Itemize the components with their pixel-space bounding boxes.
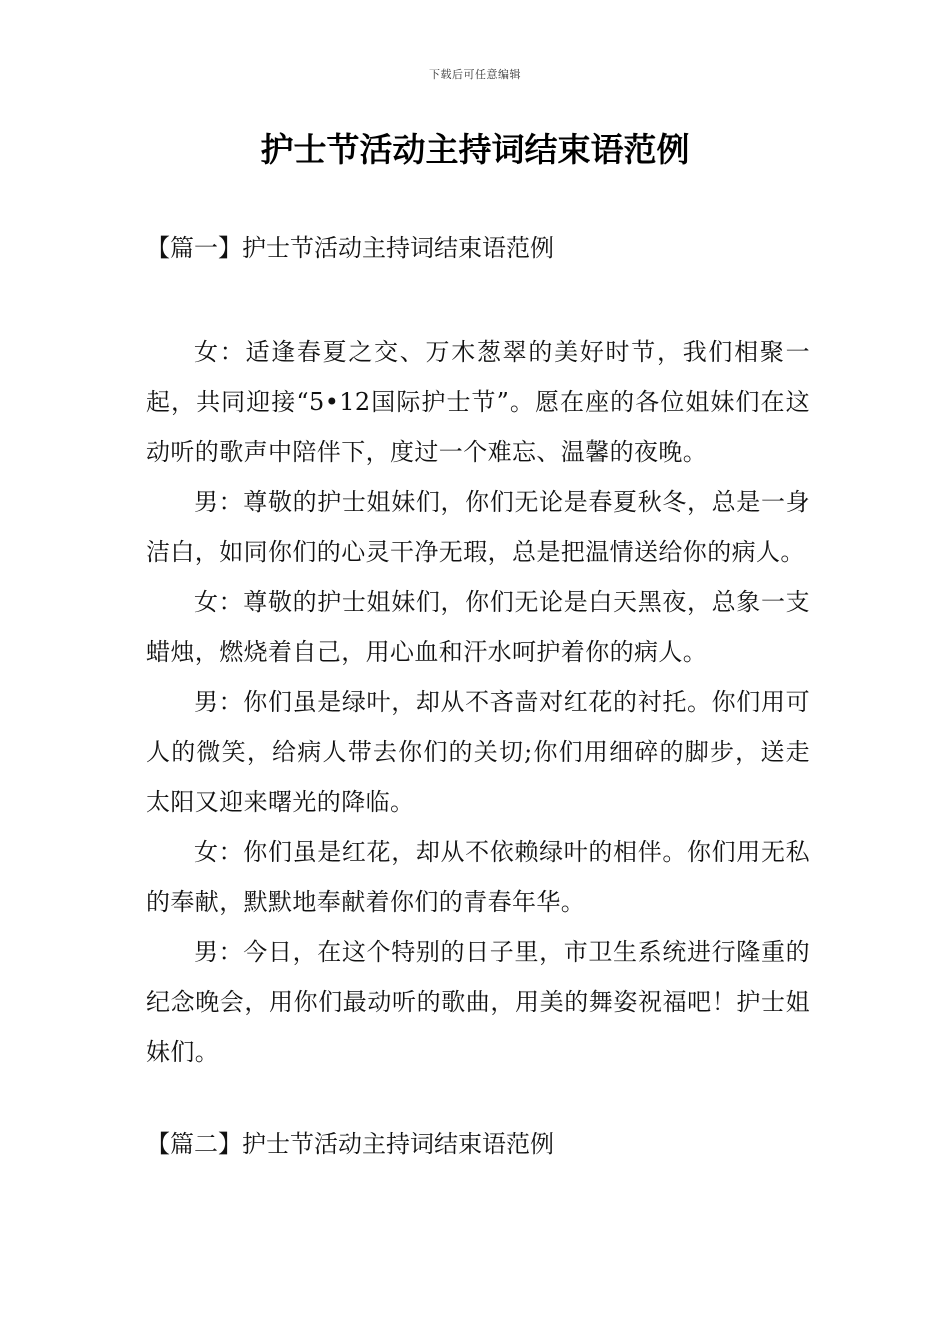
paragraph-1: 女：适逢春夏之交、万木葱翠的美好时节，我们相聚一起，共同迎接“5•12国际护士节”。愿在座的各位姐妹们在这动听的歌声中陪伴下，度过一个难忘、温馨的夜晚。	[146, 338, 810, 466]
header-note: 下载后可任意编辑	[429, 68, 521, 81]
paragraph-2: 男：尊敬的护士姐妹们，你们无论是春夏秋冬，总是一身洁白，如同你们的心灵干净无瑕，总是把温情送给你的病人。	[146, 488, 810, 566]
section-heading-2: 【篇二】护士节活动主持词结束语范例	[146, 1130, 554, 1158]
section-heading-1: 【篇一】护士节活动主持词结束语范例	[146, 234, 554, 262]
paragraph-3: 女：尊敬的护士姐妹们，你们无论是白天黑夜，总象一支蜡烛，燃烧着自己，用心血和汗水呵护着你的病人。	[146, 588, 810, 666]
document-title: 护士节活动主持词结束语范例	[260, 130, 690, 169]
paragraph-4: 男：你们虽是绿叶，却从不吝啬对红花的衬托。你们用可人的微笑，给病人带去你们的关切;你们用细碎的脚步，送走太阳又迎来曙光的降临。	[146, 688, 810, 816]
body-text	[146, 327, 810, 1077]
paragraph-6: 男：今日，在这个特别的日子里，市卫生系统进行隆重的纪念晚会，用你们最动听的歌曲，用美的舞姿祝福吧！护士姐妹们。	[146, 938, 810, 1066]
paragraph-5: 女：你们虽是红花，却从不依赖绿叶的相伴。你们用无私的奉献，默默地奉献着你们的青春年华。	[146, 838, 810, 916]
